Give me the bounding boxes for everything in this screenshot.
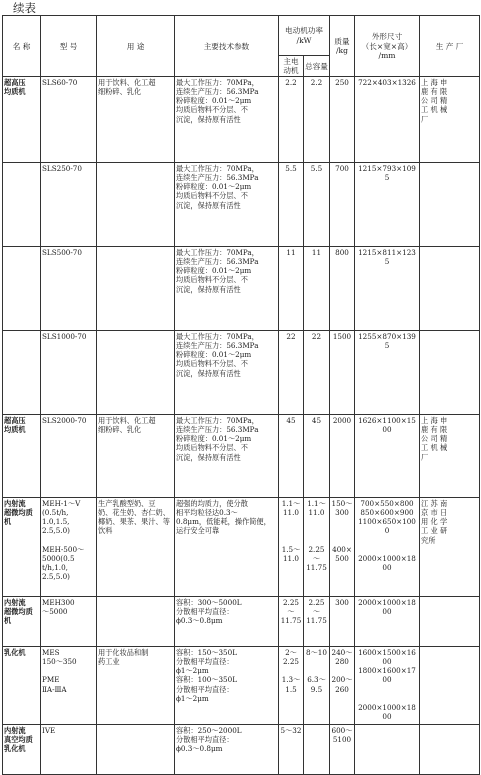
cell-model: MEH-1～V (0.5t/h, 1.0,1.5, 2.5,5.0) MEH-500～ 5000(0.5 t/h,1.0, 2.5,5.0)	[41, 498, 97, 597]
cell-maker	[420, 247, 480, 331]
cell-use: 用于饮料、化工超 细粉碎、乳化	[97, 415, 175, 498]
cell-name: 超高压 均质机	[3, 415, 41, 498]
cell-dims: 722×403×1326	[355, 77, 420, 163]
cell-maker	[420, 725, 480, 775]
cell-mass: 700	[330, 163, 355, 247]
cell-maker	[420, 597, 480, 647]
cell-maker: 上 海 申 鹿 有 限 公 司 精 工 机 械 厂	[420, 77, 480, 163]
cell-dims	[355, 725, 420, 775]
table-row	[3, 163, 480, 247]
cell-power-main: 2.25～ 11.75	[279, 597, 304, 647]
cell-use	[97, 247, 175, 331]
cell-name: 内射流 超微均质 机	[3, 498, 41, 597]
header-name: 名 称	[3, 16, 41, 77]
cell-name	[3, 163, 41, 247]
cell-model: MEH300 ～5000	[41, 597, 97, 647]
cell-mass: 240～ 280 200～ 260	[330, 647, 355, 725]
cell-name	[3, 331, 41, 415]
cell-params: 最大工作压力：70MPa， 连续生产压力：56.3MPa 粉碎粒度：0.01～2μm 均质后物料不分层、不 沉淀，保持原有活性	[175, 415, 279, 498]
header-dims: 外形尺寸 （长×宽×高） /mm	[355, 16, 420, 77]
header-power-text: 电动机功率 /kW	[285, 26, 323, 45]
cell-power-total: 11	[304, 247, 330, 331]
cell-use	[97, 597, 175, 647]
cell-params: 最大工作压力：70MPa， 连续生产压力：56.3MPa 粉碎粒度：0.01～2μm 均质后物料不分层、不 沉淀，保持原有活性	[175, 247, 279, 331]
header-mass: 质量 /kg	[330, 16, 355, 77]
header-model: 型 号	[41, 16, 97, 77]
cell-dims: 1255×870×1395	[355, 331, 420, 415]
cell-dims: 1215×811×1235	[355, 247, 420, 331]
table-row	[3, 77, 480, 163]
cell-dims: 1600×1500×1600 1800×1600×1700 2000×1000×1800	[355, 647, 420, 725]
cell-use: 生产乳酸型奶、豆 奶、花生奶、杏仁奶、 椰奶、果茶、果汁、等 饮料	[97, 498, 175, 597]
cell-model: MES 150～350 PME ⅡA-ⅢA	[41, 647, 97, 725]
cell-maker	[420, 331, 480, 415]
table-body	[3, 77, 480, 775]
cell-maker: 上 海 申 鹿 有 限 公 司 精 工 机 械 厂	[420, 415, 480, 498]
cell-params: 最大工作压力：70MPa， 连续生产压力：56.3MPa 粉碎粒度：0.01～2μm 均质后物料不分层、不 沉淀，保持原有活性	[175, 77, 279, 163]
cell-params: 最大工作压力：70MPa， 连续生产压力：56.3MPa 粉碎粒度：0.01～2μm 均质后物料不分层、不 沉淀，保持原有活性	[175, 331, 279, 415]
cell-model: SLS250-70	[41, 163, 97, 247]
cell-mass: 250	[330, 77, 355, 163]
cell-power-total: 5.5	[304, 163, 330, 247]
cell-power-total: 8～10 6.3～ 9.5	[304, 647, 330, 725]
cell-power-total	[304, 725, 330, 775]
cell-params: 容积：250～2000L 分散相平均直径： ϕ0.3～0.8μm	[175, 725, 279, 775]
cell-use: 用于化妆品和制 药工业	[97, 647, 175, 725]
cell-params: 容积：150～350L 分散相平均直径： ϕ1～2μm 容积：100～350L 分散相平均直径： ϕ1～2μm	[175, 647, 279, 725]
cell-name	[3, 247, 41, 331]
cell-model: SLS1000-70	[41, 331, 97, 415]
cell-mass: 600～ 5100	[330, 725, 355, 775]
cell-mass: 150～ 300 400× 500	[330, 498, 355, 597]
cell-use: 用于饮料、化工超 细粉碎、乳化	[97, 77, 175, 163]
cell-name: 内射流 真空均质 乳化机	[3, 725, 41, 775]
table-row	[3, 597, 480, 647]
cell-power-main: 1.1～ 11.0 1.5～ 11.0	[279, 498, 304, 597]
continued-label: 续表	[13, 1, 36, 15]
header-power-total: 总容量	[304, 56, 330, 77]
cell-maker: 江 苏 南 京 市 日 用 化 学 工 业 研 究所	[420, 498, 480, 597]
cell-power-main: 22	[279, 331, 304, 415]
table-row	[3, 647, 480, 725]
header-power	[279, 16, 330, 56]
cell-model: SLS2000-70	[41, 415, 97, 498]
table-row	[3, 247, 480, 331]
cell-mass: 2000	[330, 415, 355, 498]
cell-power-main: 11	[279, 247, 304, 331]
cell-use	[97, 331, 175, 415]
cell-params: 超强的均质力，使分散 相平均粒径达0.3～ 0.8μm，低能耗，操作简便， 运行安全可靠	[175, 498, 279, 597]
table-row	[3, 725, 480, 775]
cell-params: 最大工作压力：70MPa， 连续生产压力：56.3MPa 粉碎粒度：0.01～2μm 均质后物料不分层、不 沉淀，保持原有活性	[175, 163, 279, 247]
cell-dims: 1626×1100×1500	[355, 415, 420, 498]
cell-model: SLS60-70	[41, 77, 97, 163]
cell-power-main: 2～ 2.25 1.3～ 1.5	[279, 647, 304, 725]
cell-power-main: 2.2	[279, 77, 304, 163]
table-row	[3, 331, 480, 415]
cell-maker	[420, 163, 480, 247]
cell-model: ⅠⅤE	[41, 725, 97, 775]
cell-power-main: 5.5	[279, 163, 304, 247]
cell-power-total: 2.2	[304, 77, 330, 163]
header-power-main: 主电动机	[279, 56, 304, 77]
header-use: 用 途	[97, 16, 175, 77]
cell-power-total: 22	[304, 331, 330, 415]
cell-model: SLS500-70	[41, 247, 97, 331]
cell-power-total: 45	[304, 415, 330, 498]
cell-use	[97, 163, 175, 247]
cell-dims: 700×550×800 850×600×900 1100×650×1000 2000×1000×1800	[355, 498, 420, 597]
cell-power-main: 5～32	[279, 725, 304, 775]
header-maker: 生 产 厂	[420, 16, 480, 77]
table-header	[3, 16, 480, 77]
cell-dims: 2000×1000×1800	[355, 597, 420, 647]
cell-name: 内射流 超微均质 机	[3, 597, 41, 647]
cell-power-total: 1.1～ 11.0 2.25～ 11.75	[304, 498, 330, 597]
cell-mass: 800	[330, 247, 355, 331]
table-row	[3, 415, 480, 498]
cell-maker	[420, 647, 480, 725]
cell-mass: 300	[330, 597, 355, 647]
cell-power-main: 45	[279, 415, 304, 498]
spec-table	[2, 15, 480, 775]
cell-dims: 1215×793×1095	[355, 163, 420, 247]
header-params: 主要技术参数	[175, 16, 279, 77]
table-row	[3, 498, 480, 597]
cell-mass: 1500	[330, 331, 355, 415]
cell-name: 超高压 均质机	[3, 77, 41, 163]
cell-use	[97, 725, 175, 775]
cell-params: 容积：300～5000L 分散相平均直径： ϕ0.3～0.8μm	[175, 597, 279, 647]
cell-name: 乳化机	[3, 647, 41, 725]
cell-power-total: 2.25～ 11.75	[304, 597, 330, 647]
